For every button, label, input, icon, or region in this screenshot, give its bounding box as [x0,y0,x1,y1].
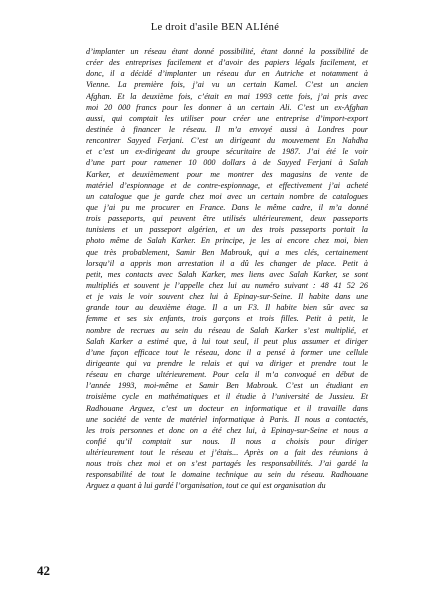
text-line: et je vais le voir souvent chez lui à Epinay-sur-Seine. Il habite dans une [86,292,368,302]
text-line: donc, il a décidé d’implanter un réseau dur en Autriche et notamment à [86,69,368,79]
text-line: grande tour au deuxième étage. Il a un F3. Il habite bien sûr avec sa [86,303,368,313]
text-line: femme et ses six enfants, trois garçons et trois filles. Petit à petit, le [86,314,368,324]
text-line: et c’est un ex-dirigeant du groupe sécuritaire de 1987. J’ai été le voir [86,147,368,157]
text-line: matériel d’espionnage et de contre-espionnage, et effectivement j’ai acheté [86,180,368,190]
text-line: trois passeports, qui peuvent être utilisés ultérieurement, deux passeports [86,214,368,224]
text-line: Arguez a quant à lui gardé l’organisation, tout ce qui est organisation du [86,481,326,491]
text-line: responsabilité de tout le domaine technique au sein du réseau. Radhouane [86,470,368,480]
text-line: petit, mes contacts avec Salah Karker, mes liens avec Salah Karker, se sont [86,269,368,279]
text-line: moi 20 000 francs pour les donner à un certain Ali. C’est un ex-Afghan [86,102,368,112]
text-line: d’une part pour ramener 10 000 dollars à de Sayyed Ferjani à Salah [86,158,368,168]
text-line: destinée à financer le réseau. Il m’a envoyé aussi à Londres pour [86,124,368,134]
text-line: troisième cycle en mathématiques et il étudie à l’université de Jussieu. Et [86,392,368,402]
text-line: Karker, et deuxièmement pour me montrer des magasins de vente de [86,169,368,179]
text-line: réseau en charge ultérieurement. Pour cela il m’a convoqué en début de [86,370,368,380]
text-line: nombre de recrues au sein du réseau de Salah Karker s’est multiplié, et [86,325,368,335]
text-line: que très probablement, Samir Ben Mabrouk, qui a mes clés, certainement [86,247,368,257]
text-line: que j’ai pu me procurer en France. Dans le même cadre, il m’a donné [86,202,368,212]
text-line: d’une façon efficace tout le réseau, donc il a pensé à former une cellule [86,347,368,357]
page-number: 42 [37,563,50,578]
text-line: d’implanter un réseau étant donné possibilité, étant donné la possibilité de [86,47,368,56]
text-line: tunisiens et un passeport algérien, et un des trois passeports portait la [86,225,368,235]
text-line: un catalogue que je garde chez moi avec un certain nombre de catalogues [86,191,368,201]
text-line: une société de vente de matériel informatique à Paris. Il nous a contactés, [86,414,368,424]
text-line: confié qu’il comptait sur nous. Il nous a choisis pour diriger [86,436,368,446]
text-line: créer des entreprises facilement et d’avoir des papiers légals facilement, et [86,58,368,68]
text-line: nous trois chez moi et on s’est partagés les responsabilités. J’ai gardé la [86,459,368,469]
text-line: aussi, qui comptait les utiliser pour créer une entreprise d’import-export [86,113,368,123]
text-line: photo même de Salah Karker. En principe, je les ai encore chez moi, bien [86,236,368,246]
text-line: multipliés et souvent je l’appelle chez lui au numéro suivant : 48 41 52 26 [86,280,368,290]
text-line: dirigeante qui va prendre le relais et qui va diriger et prendre tout le [86,358,368,368]
text-line: les trois personnes et donc on a été chez lui, à Epinay-sur-Seine et nous a [86,425,368,435]
text-line: l’année 1993, moi-même et Samir Ben Mabrouk. C’est un étudiant en [86,381,368,391]
text-line: Radhouane Arguez, c’est un docteur en informatique et il travaille dans [86,403,368,413]
body-text [86,46,368,492]
text-line: Afghan. Et la deuxième fois, c’était en mai 1993 cette fois, j’ai pris avec [86,91,368,101]
text-line: lorsqu’il a appris mon arrestation il a dû les changer de place. Petit à [86,258,368,268]
text-line: rencontrer Sayyed Ferjani. C’est un dirigeant du mouvement En Nahdha [86,136,368,146]
text-line: ultérieurement tout le réseau et j’étais... Après on a fait des réunions à [86,448,368,458]
text-line: Salah Karker a estimé que, à lui tout seul, il peut plus assumer et diriger [86,336,368,346]
running-head: Le droit d'asile BEN ALIéné [150,22,280,33]
text-line: Vienne. La première fois, j’ai vu un certain Kamel. C’est un ancien [86,80,368,90]
